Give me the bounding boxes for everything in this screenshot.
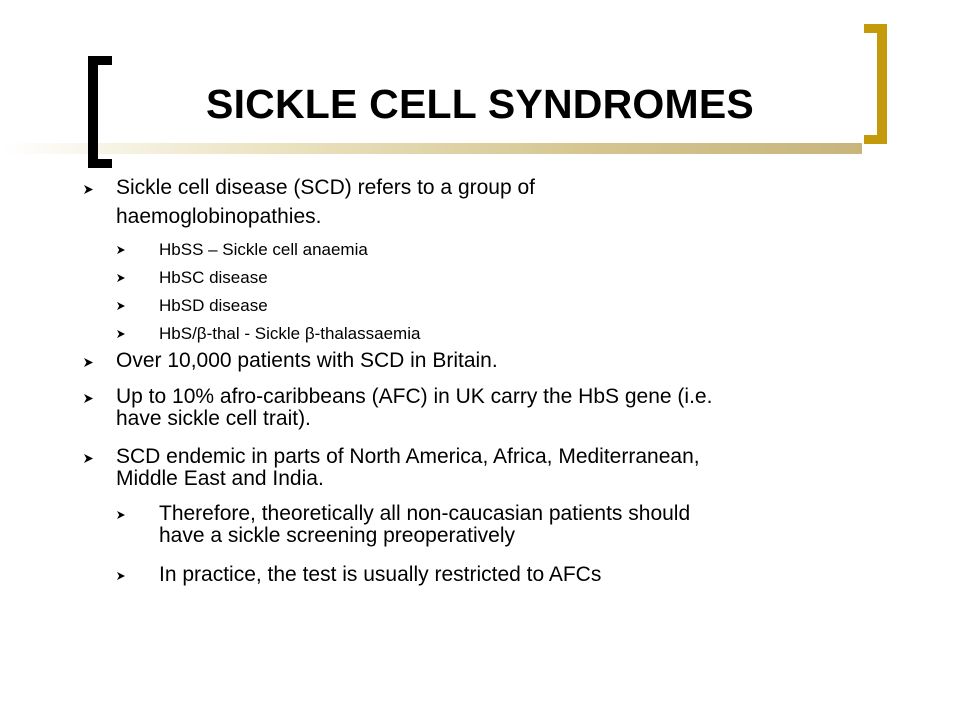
sub-bullet-item — [159, 240, 859, 260]
bullet-text: have sickle cell trait). — [116, 407, 311, 430]
bullet-text: Sickle cell disease (SCD) refers to a group of — [116, 176, 536, 199]
bullet-text: haemoglobinopathies. — [116, 205, 322, 228]
arrowhead-bullet-icon — [84, 454, 93, 463]
bullet-text: Therefore, theoretically all non-caucasian patients should — [159, 502, 691, 525]
slide-title: SICKLE CELL SYNDROMES — [206, 81, 754, 127]
bullet-text: HbSD disease — [159, 296, 268, 315]
right-bracket-bottom — [864, 135, 887, 144]
bullet-text: HbSC disease — [159, 268, 268, 287]
arrowhead-bullet-icon — [84, 394, 93, 403]
gradient-divider — [0, 143, 862, 154]
sub-bullet-item — [159, 564, 909, 586]
bullet-text: Over 10,000 patients with SCD in Britain. — [116, 349, 498, 372]
sub-bullet-item — [159, 503, 909, 547]
arrowhead-bullet-icon — [117, 274, 126, 283]
left-bracket-bottom — [88, 159, 112, 168]
bullet-item — [116, 446, 916, 490]
bullet-item — [116, 177, 916, 228]
arrowhead-bullet-icon — [117, 246, 126, 255]
bullet-text: HbS/β-thal - Sickle β-thalassaemia — [159, 324, 421, 343]
arrowhead-bullet-icon — [117, 330, 126, 339]
left-bracket-top — [88, 56, 112, 65]
arrowhead-bullet-icon — [84, 358, 93, 367]
bullet-text: have a sickle screening preoperatively — [159, 524, 516, 547]
bullet-item — [116, 350, 916, 372]
arrowhead-bullet-icon — [117, 572, 126, 581]
bullet-text: Up to 10% afro-caribbeans (AFC) in UK carry the HbS gene (i.e. — [116, 385, 713, 408]
arrowhead-bullet-icon — [117, 302, 126, 311]
sub-bullet-item — [159, 296, 859, 316]
right-bracket-top — [864, 24, 887, 33]
bullet-text: SCD endemic in parts of North America, Africa, Mediterranean, — [116, 445, 700, 468]
bullet-text: Middle East and India. — [116, 467, 324, 490]
arrowhead-bullet-icon — [117, 511, 126, 520]
sub-bullet-item — [159, 324, 859, 344]
bullet-item — [116, 386, 916, 430]
sub-bullet-item — [159, 268, 859, 288]
bullet-text: HbSS – Sickle cell anaemia — [159, 240, 368, 259]
bullet-text: In practice, the test is usually restricted to AFCs — [159, 563, 602, 586]
arrowhead-bullet-icon — [84, 185, 93, 194]
